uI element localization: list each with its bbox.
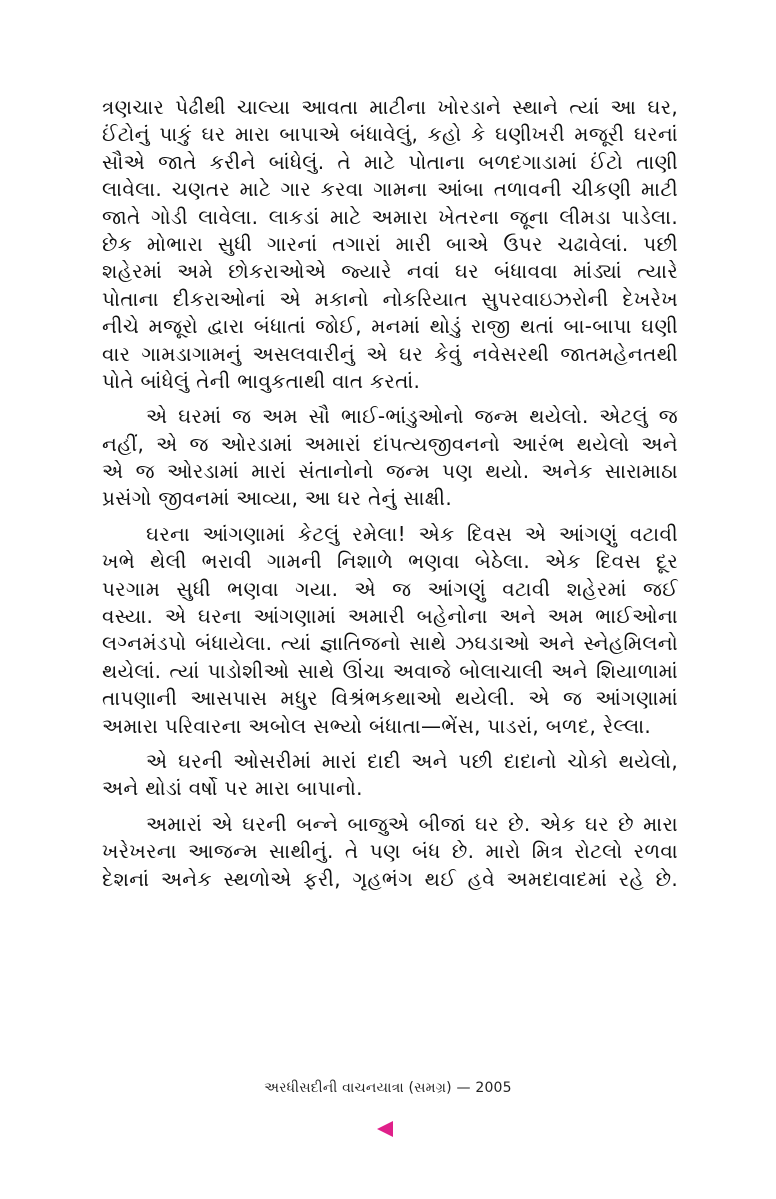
text-line: વાર ગામડાગામનું અસલવારીનું એ ઘર કેવું નવેસરથી જાતમહેનતથી [102, 341, 678, 366]
text-line: એ ઘરમાં જ અમ સૌ ભાઈ-ભાંડુઓનો જન્મ થયેલો. એટલું જ [146, 404, 678, 429]
text-line: પોતાના દીકરાઓનાં એ મકાનો નોકરિયાત સુપરવાઇઝરોની દેખરેખ [102, 286, 678, 311]
text-line: ખભે થેલી ભરાવી ગામની નિશાળે ભણવા બેઠેલા. એક દિવસ દૂર [102, 549, 678, 574]
text-line: સૌએ જાતે કરીને બાંધેલું. તે માટે પોતાના બળદગાડામાં ઈંટો તાણી [102, 149, 678, 174]
text-line: શહેરમાં અમે છોકરાઓએ જ્યારે નવાં ઘર બંધાવવા માંડ્યાં ત્યારે [102, 259, 678, 284]
text-line: જાતે ગોડી લાવેલા. લાકડાં માટે અમારા ખેતરના જૂના લીમડા પાડેલા. [102, 204, 678, 229]
text-line: અને થોડાં વર્ષો પર મારા બાપાનો. [102, 776, 363, 801]
text-line: ઈંટોનું પાકું ઘર મારા બાપાએ બંધાવેલું, કહો કે ઘણીખરી મજૂરી ઘરનાં [102, 122, 678, 147]
paragraph-5 [102, 811, 678, 893]
text-line: એ ઘરની ઓસરીમાં મારાં દાદી અને પછી દાદાનો ચોકો થયેલો, [146, 748, 678, 773]
text-line: ત્રણચાર પેઢીથી ચાલ્યા આવતા માટીના ખોરડાને સ્થાને ત્યાં આ ઘર, [102, 95, 678, 119]
text-line: અમારાં એ ઘરની બન્ને બાજુએ બીજાં ઘર છે. એક ઘર છે મારા [146, 811, 678, 836]
text-line: થયેલાં. ત્યાં પાડોશીઓ સાથે ઊંચા અવાજે બોલાચાલી અને શિયાળામાં [102, 658, 678, 683]
text-line: પોતે બાંધેલું તેની ભાવુકતાથી વાત કરતાં. [102, 368, 421, 393]
text-line: દેશનાં અનેક સ્થળોએ ફરી, ગૃહભંગ થઈ હવે અમદાવાદમાં રહે છે. [102, 866, 678, 891]
text-line: છેક મોભારા સુધી ગારનાં તગારાં મારી બાએ ઉપર ચઢાવેલાં. પછી [102, 231, 678, 256]
text-line: નહીં, એ જ ઓરડામાં અમારાં દાંપત્યજીવનનો આરંભ થયેલો અને [102, 431, 678, 456]
text-line: લાવેલા. ચણતર માટે ગાર કરવા ગામના આંબા તળાવની ચીકણી માટી [102, 177, 678, 202]
text-line: ખરેખરના આજન્મ સાથીનું. તે પણ બંધ છે. મારો મિત્ર રોટલો રળવા [102, 839, 678, 864]
text-line: પ્રસંગો જીવનમાં આવ્યા, આ ઘર તેનું સાક્ષી. [102, 486, 452, 511]
text-line: લગ્નમંડપો બંધાયેલા. ત્યાં જ્ઞાતિજનો સાથે ઝઘડાઓ અને સ્નેહમિલનો [102, 631, 678, 656]
paragraph-4 [102, 748, 678, 803]
paragraph-3 [102, 521, 678, 740]
text-line: નીચે મજૂરો દ્વારા બંધાતાં જોઈ, મનમાં થોડું રાજી થતાં બા-બાપા ઘણી [102, 314, 678, 339]
text-line: અમારા પરિવારના અબોલ સભ્યો બંધાતા—ભેંસ, પાડરાં, બળદ, રેલ્લા. [102, 713, 652, 738]
text-line: ઘરના આંગણામાં કેટલું રમેલા! એક દિવસ એ આંગણું વટાવી [146, 521, 678, 546]
left-triangle-icon[interactable] [377, 1121, 393, 1137]
text-line: પરગામ સુધી ભણવા ગયા. એ જ આંગણું વટાવી શહેરમાં જઈ [102, 576, 678, 601]
paragraph-1 [102, 94, 678, 395]
text-line: એ જ ઓરડામાં મારાં સંતાનોનો જન્મ પણ થયો. અનેક સારામાઠા [102, 459, 678, 484]
page-footer: અરધીસદીની વાચનયાત્રા (સમગ્ર) — 2005 [264, 1080, 512, 1096]
text-line: તાપણાની આસપાસ મધુર વિશ્રંભકથાઓ થયેલી. એ જ આંગણામાં [102, 686, 678, 711]
paragraph-2 [102, 403, 678, 513]
text-line: વસ્યા. એ ઘરના આંગણામાં અમારી બહેનોના અને અમ ભાઈઓના [102, 604, 678, 629]
document-body [102, 94, 678, 893]
